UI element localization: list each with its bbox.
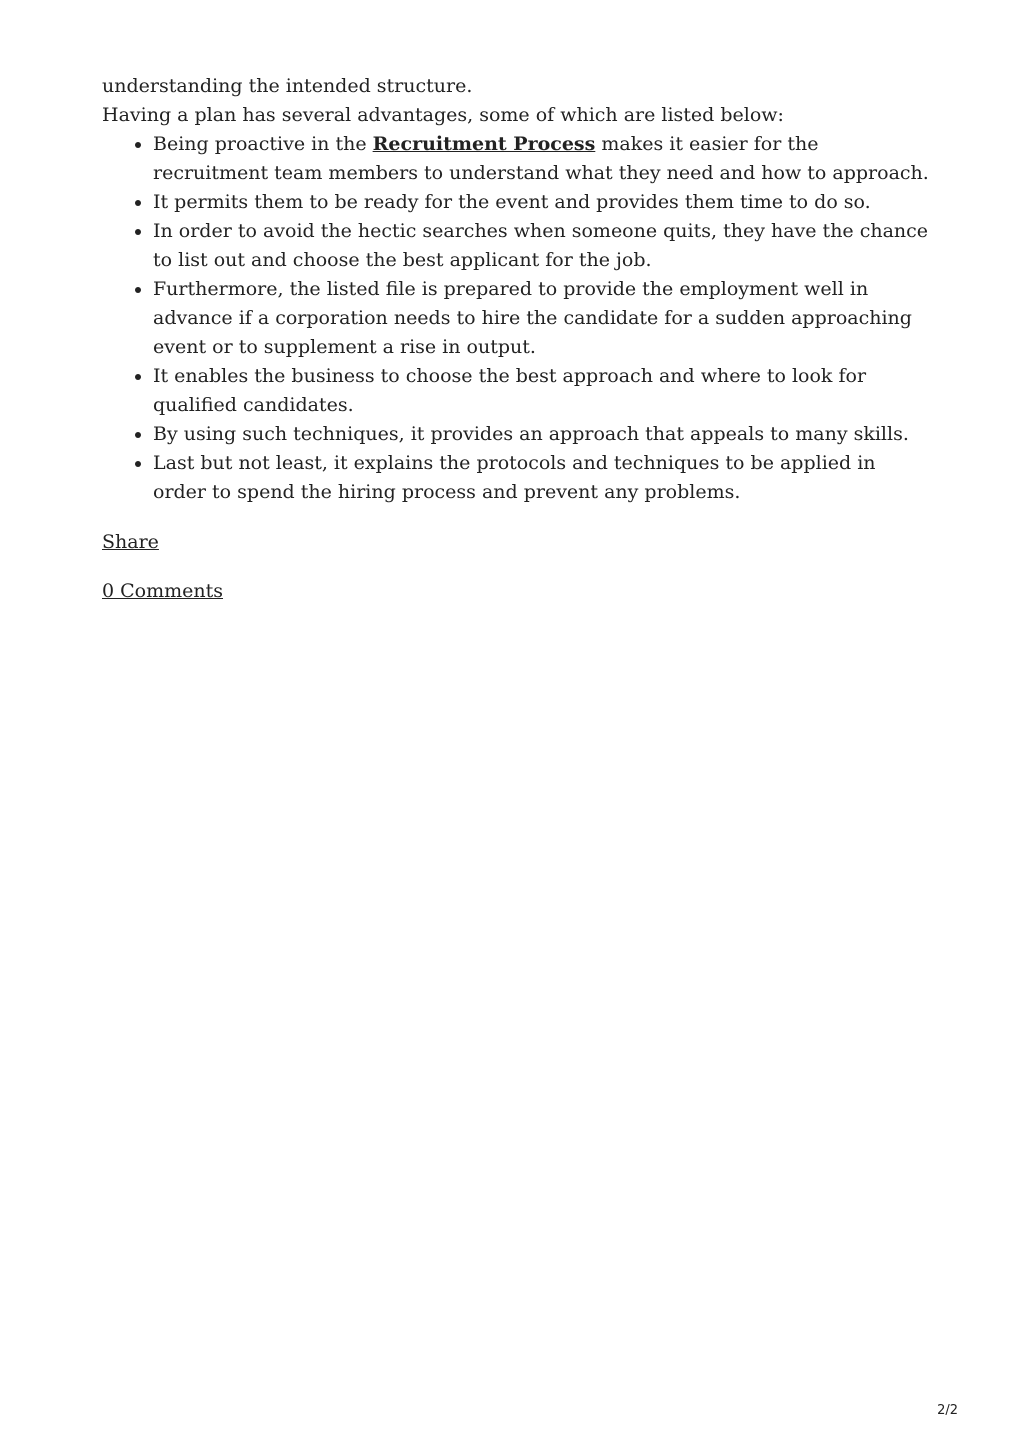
article-body (102, 72, 932, 606)
advantages-list (102, 130, 932, 507)
list-item (153, 130, 932, 188)
list-item: • Furthermore, the listed file is prepared to provide the employment well in advance if a corporation needs to hire the candidate for a sudden approaching event or to supplement a rise in output. (153, 275, 932, 362)
intro-line-2: Having a plan has several advantages, some of which are listed below: (102, 104, 784, 126)
comments-block (102, 577, 932, 606)
intro-line-1: understanding the intended structure. (102, 75, 473, 97)
recruitment-process-link[interactable]: Recruitment Process (372, 133, 596, 155)
share-block (102, 528, 932, 557)
share-link[interactable]: Share (102, 531, 159, 553)
list-item: • In order to avoid the hectic searches when someone quits, they have the chance to list out and choose the best applicant for the job. (153, 217, 932, 275)
list-item-text: Being proactive in the (153, 133, 373, 155)
list-item-text: makes it easier for the recruitment team members to understand what they need and how to approach. (153, 133, 929, 184)
list-item: • It permits them to be ready for the event and provides them time to do so. (153, 188, 932, 217)
comments-link[interactable]: 0 Comments (102, 580, 224, 602)
list-item: • By using such techniques, it provides an approach that appeals to many skills. (153, 420, 932, 449)
page-number: 2/2 (937, 1403, 958, 1418)
list-item: • It enables the business to choose the best approach and where to look for qualified candidates. (153, 362, 932, 420)
list-item: • Last but not least, it explains the protocols and techniques to be applied in order to spend the hiring process and prevent any problems. (153, 449, 932, 507)
recruitment-process-strong (373, 133, 596, 155)
